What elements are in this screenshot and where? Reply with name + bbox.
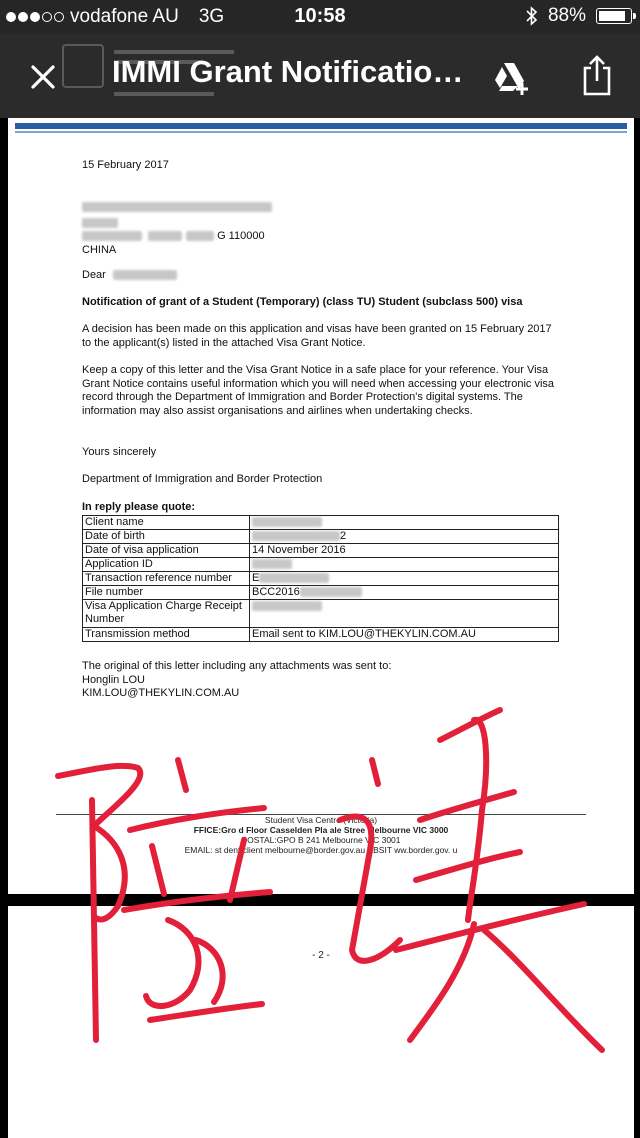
close-icon [24,58,62,96]
row-value [250,600,559,628]
footer-email-website: EMAIL: st dent.client melbourne@border.gov.au EBSIT ww.border.gov. u [184,845,458,855]
quote-heading: In reply please quote: [82,501,196,513]
row-value [250,530,559,544]
row-value: Email sent to KIM.LOU@THEKYLIN.COM.AU [250,628,559,642]
add-to-drive-button[interactable] [492,57,532,97]
pdf-page-2[interactable] [8,906,634,1138]
footer-office-address: FFICE:Gro d Floor Casselden Pla ale Stree Melbourne VIC 3000 [193,825,449,835]
battery-icon [596,8,632,24]
document-toolbar [0,34,640,118]
original-note: The original of this letter including any attachments was sent to: [82,660,392,672]
footer-office-name: Student Visa Centre (Victoria) [264,815,378,825]
row-value-text: 2 [340,530,347,542]
row-value [250,558,559,572]
address-line [82,230,265,244]
paragraph-decision: A decision has been made on this application and visas have been granted on 15 February 2017 to the applicant(s) listed in the attached Visa Grant Notice. [82,323,552,349]
carrier-label: vodafone AU [70,6,179,27]
status-bar [0,0,640,34]
page-number: - 2 - [312,950,330,961]
row-label: Application ID [83,558,250,572]
row-value-text: BCC2016 [252,586,300,598]
row-value: 14 November 2016 [250,544,559,558]
share-button[interactable] [580,54,614,98]
share-icon [580,54,614,98]
row-label: Visa Application Charge Receipt Number [83,600,250,628]
pdf-page-1[interactable] [8,118,634,894]
sender: Department of Immigration and Border Protection [82,473,323,485]
table-row [83,572,559,586]
bluetooth-icon [526,6,538,26]
letter-subject: Notification of grant of a Student (Temporary) (class TU) Student (subclass 500) visa [82,296,523,308]
table-row [83,516,559,530]
table-row [83,530,559,544]
header-band [15,123,627,129]
table-row [83,558,559,572]
greeting: Dear [82,269,106,281]
address-postcode: G 110000 [217,230,265,242]
row-value-text: E [252,572,260,584]
address-redacted-2 [82,217,118,231]
add-to-drive-icon [492,57,532,97]
row-label: Client name [83,516,250,530]
row-value [250,586,559,600]
network-label: 3G [198,6,225,27]
document-title: IMMI Grant Notificatio… [112,54,464,89]
row-value [250,572,559,586]
reference-table [82,515,559,642]
paragraph-keep-copy: Keep a copy of this letter and the Visa Grant Notice in a safe place for your reference. Your Visa Grant Notice contains useful information which you will need when accessing your electronic visa record through the Department of Immigration and Border Protection's digital systems. The information may also assist organisations and airlines when undertaking checks. [82,364,555,417]
row-label: File number [83,586,250,600]
table-row [83,544,559,558]
header-band-thin [15,131,627,133]
table-row [83,628,559,642]
letter-date: 15 February 2017 [82,159,169,171]
footer-postal: POSTAL:GPO B 241 Melbourne VIC 3001 [241,835,401,845]
row-label: Transmission method [83,628,250,642]
row-label: Transaction reference number [83,572,250,586]
row-label: Date of birth [83,530,250,544]
clock: 10:58 [294,5,346,27]
battery-percent: 88% [547,5,586,26]
close-button[interactable] [24,58,62,96]
row-label: Date of visa application [83,544,250,558]
status-right [526,5,632,27]
table-row [83,600,559,628]
address-redacted-1 [82,201,272,215]
table-row [83,586,559,600]
signoff: Yours sincerely [82,446,157,458]
row-value [250,516,559,530]
recipient-email: KIM.LOU@THEKYLIN.COM.AU [82,687,240,699]
greeting-line [82,269,177,283]
recipient-name: Honglin LOU [82,674,145,686]
address-country: CHINA [82,244,117,256]
